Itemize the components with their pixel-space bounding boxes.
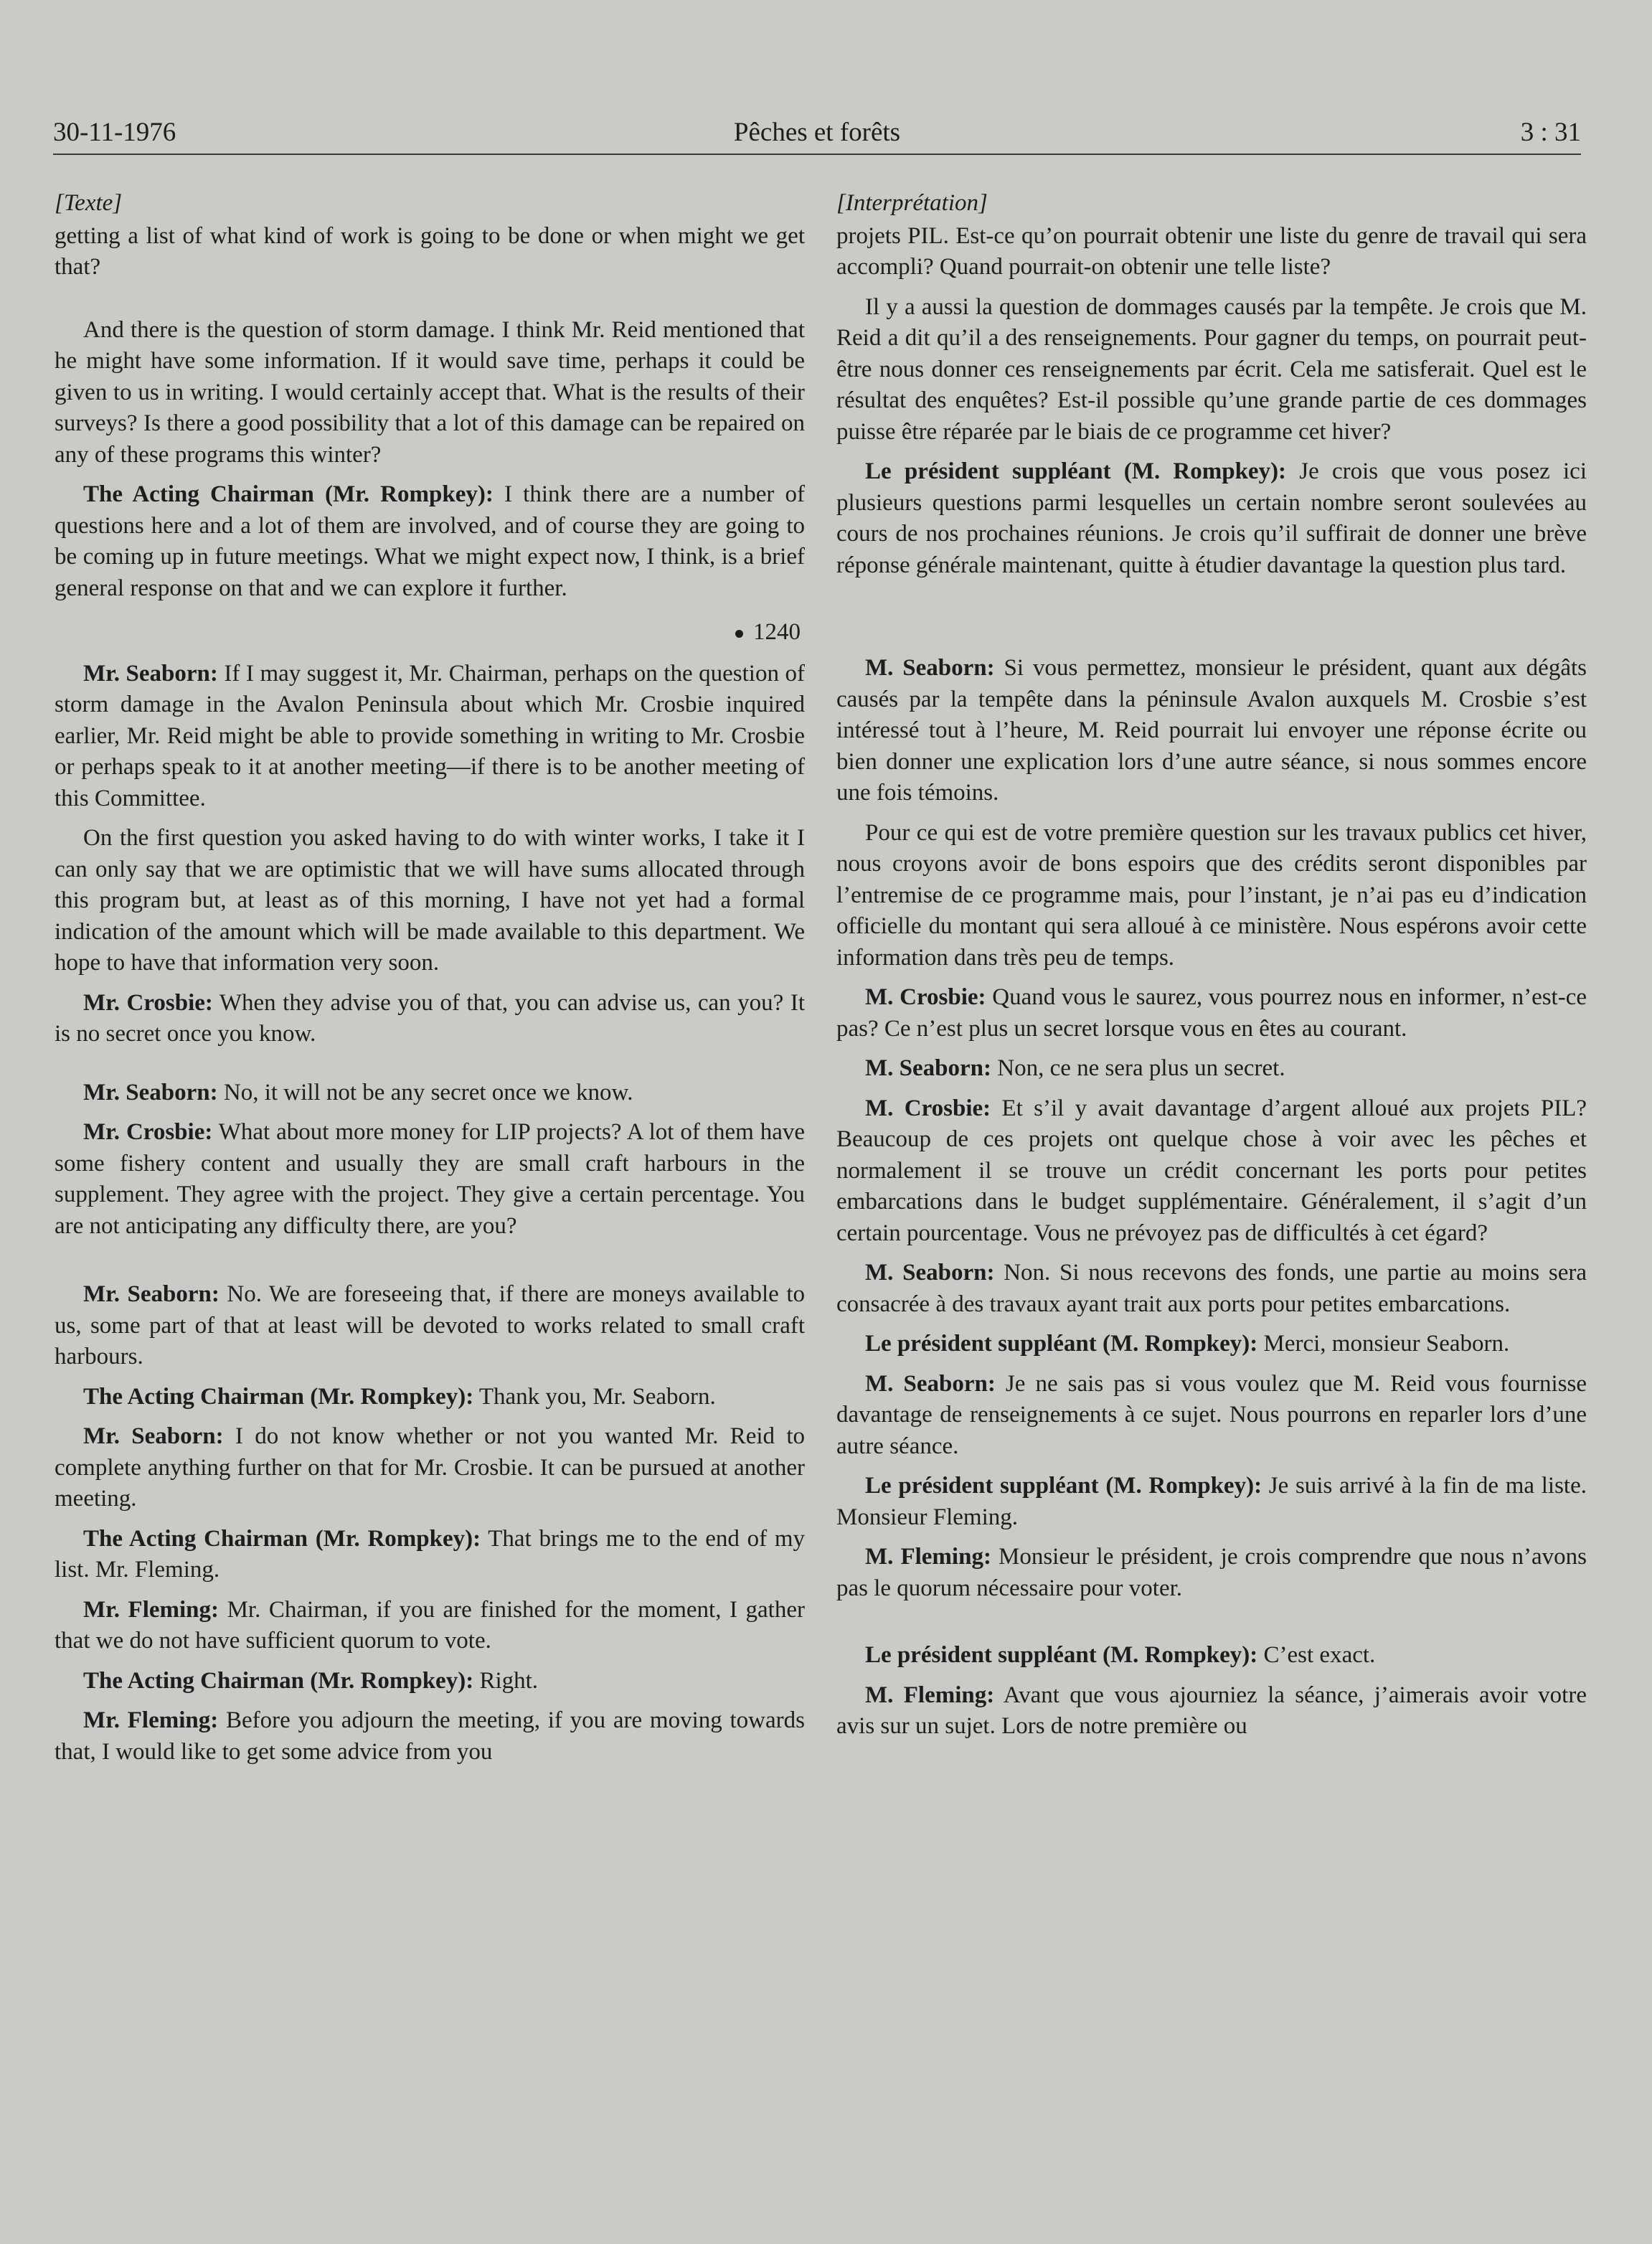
- speech-text: C’est exact.: [1257, 1642, 1376, 1668]
- speech-text: I think there are a number of questions here and a lot of them are involved, and of course they are going to be coming up in future meetings. What we might expect now, I think, is a brief general response on that and we can explore it further.: [55, 481, 805, 601]
- speaker-name: M. Fleming:: [865, 1682, 995, 1708]
- speech-text: Mr. Chairman, if you are finished for the moment, I gather that we do not have sufficient quorum to vote.: [55, 1596, 805, 1654]
- speaker-name: Le président suppléant (M. Rompkey):: [865, 458, 1287, 484]
- french-column: [836, 188, 1587, 1751]
- paragraph: [55, 1279, 805, 1373]
- english-column: [55, 188, 805, 1776]
- speech-text: Je crois que vous posez ici plusieurs questions parmi lesquelles un certain nombre seront soulevées au cours de nos prochaines réunions. Je crois qu’il suffirait de donner une brève réponse générale maintenant, quitte à étudier davantage la question plus tard.: [836, 458, 1587, 578]
- paragraph: [836, 1471, 1587, 1533]
- paragraph: [836, 1053, 1587, 1085]
- paragraph: [836, 1093, 1587, 1250]
- speaker-name: Mr. Seaborn:: [83, 1079, 218, 1106]
- paragraph: [836, 1369, 1587, 1463]
- speech-text: What about more money for LIP projects? A lot of them have some fishery content and usually they are small craft harbours in the supplement. They agree with the project. They give a certain percentage. You are not anticipating any difficulty there, are you?: [55, 1119, 805, 1239]
- speaker-name: Mr. Crosbie:: [83, 989, 213, 1016]
- paragraph: [836, 456, 1587, 581]
- speech-text: Quand vous le saurez, vous pourrez nous en informer, n’est-ce pas? Ce n’est plus un secret lorsque vous en êtes au courant.: [836, 984, 1587, 1042]
- speech-text: Et s’il y avait davantage d’argent alloué aux projets PIL? Beaucoup de ces projets ont quelque chose à voir avec les pêches et normalement il se trouve un crédit concernant les ports pour petites embarcations dans le budget supplémentaire. Généralement, il s’agit d’un certain pourcentage. Vous ne prévoyez pas de difficultés à cet égard?: [836, 1095, 1587, 1246]
- speech-text: Si vous permettez, monsieur le président, quant aux dégâts causés par la tempête dans la péninsule Avalon auxquels M. Crosbie s’est intéressé tout à l’heure, M. Reid pourrait lui envoyer une réponse écrite ou bien donner une explication lors d’une autre séance, si nous sommes encore une fois témoins.: [836, 655, 1587, 806]
- paragraph: [55, 1078, 805, 1109]
- paragraph: [836, 1680, 1587, 1743]
- speaker-name: The Acting Chairman (Mr. Rompkey):: [83, 1383, 474, 1410]
- paragraph: [836, 1640, 1587, 1672]
- speech-text: Non, ce ne sera plus un secret.: [991, 1055, 1285, 1081]
- speaker-name: M. Seaborn:: [865, 1055, 991, 1081]
- header-page-number: 3 : 31: [1520, 118, 1581, 147]
- paragraph: [836, 653, 1587, 809]
- paragraph: [55, 1705, 805, 1768]
- bullet-icon: [735, 630, 743, 638]
- paragraph: [55, 1595, 805, 1657]
- speech-text: Thank you, Mr. Seaborn.: [473, 1383, 716, 1410]
- speech-text: Monsieur le président, je crois comprendre que nous n’avons pas le quorum nécessaire pour voter.: [836, 1544, 1587, 1601]
- speech-text: Right.: [473, 1667, 539, 1694]
- speaker-name: M. Fleming:: [865, 1544, 991, 1570]
- paragraph: [55, 1524, 805, 1586]
- speaker-name: Mr. Seaborn:: [83, 1423, 224, 1449]
- speech-text: I do not know whether or not you wanted Mr. Reid to complete anything further on that for Mr. Crosbie. It can be pursued at another meeting.: [55, 1423, 805, 1512]
- speaker-name: Le président suppléant (M. Rompkey):: [865, 1473, 1262, 1499]
- speaker-name: Le président suppléant (M. Rompkey):: [865, 1642, 1258, 1668]
- speaker-name: M. Crosbie:: [865, 1095, 991, 1121]
- paragraph: [836, 982, 1587, 1045]
- paragraph: [55, 1382, 805, 1413]
- interpretation-marker: [Interprétation]: [836, 190, 988, 216]
- header-title: Pêches et forêts: [733, 118, 901, 147]
- paragraph: [836, 1542, 1587, 1604]
- paragraph: [55, 1666, 805, 1697]
- speech-text: When they advise you of that, you can advise us, can you? It is no secret once you know.: [55, 989, 805, 1047]
- interpretation-marker-label: Interprétation: [845, 190, 978, 216]
- speaker-name: The Acting Chairman (Mr. Rompkey):: [83, 1667, 474, 1694]
- paragraph: [836, 1258, 1587, 1320]
- speech-text: That brings me to the end of my list. Mr. Fleming.: [55, 1525, 805, 1583]
- timestamp: [55, 617, 801, 649]
- paragraph: And there is the question of storm damage. I think Mr. Reid mentioned that he might have some information. If it would save time, perhaps it could be given to us in writing. I would certainly accept that. What is the results of their surveys? Is there a good possibility that a lot of this damage can be repaired on any of these programs this winter?: [55, 316, 805, 468]
- speaker-name: Le président suppléant (M. Rompkey):: [865, 1331, 1258, 1357]
- speech-text: No, it will not be any secret once we know.: [217, 1079, 633, 1106]
- speaker-name: M. Seaborn:: [865, 655, 995, 681]
- paragraph: [55, 659, 805, 815]
- paragraph: [55, 1117, 805, 1242]
- speech-text: Avant que vous ajourniez la séance, j’aimerais avoir votre avis sur un sujet. Lors de notre première ou: [836, 1682, 1587, 1739]
- paragraph: Pour ce qui est de votre première question sur les travaux publics cet hiver, nous croyons avoir de bons espoirs que des crédits seront disponibles par l’entremise de ce programme mais, pour l’instant, je n’ai pas eu d’indication officielle du montant qui sera alloué à ce ministère. Nous espérons avoir cette information dans très peu de temps.: [836, 819, 1587, 971]
- speaker-name: Mr. Crosbie:: [83, 1119, 213, 1145]
- paragraph: [55, 988, 805, 1050]
- speech-text: Je ne sais pas si vous voulez que M. Reid vous fournisse davantage de renseignements à ce sujet. Nous pourrons en reparler lors d’une autre séance.: [836, 1370, 1587, 1459]
- paragraph: On the first question you asked having to do with winter works, I take it I can only say that we are optimistic that we will have sums allocated through this program but, at least as of this morning, I have not yet had a formal indication of the amount which will be made available to this department. We hope to have that information very soon.: [55, 825, 805, 976]
- paragraph: Il y a aussi la question de dommages causés par la tempête. Je crois que M. Reid a dit qu’il a des renseignements. Pour gagner du temps, on pourrait peut-être nous donner ces renseignements par écrit. Cela me satisferait. Quel est le résultat des enquêtes? Est-il possible qu’une grande partie de ces dommages puisse être réparée par le biais de ce programme cet hiver?: [836, 293, 1587, 445]
- paragraph: [55, 1421, 805, 1515]
- speaker-name: Mr. Fleming:: [83, 1707, 219, 1733]
- speech-text: No. We are foreseeing that, if there are moneys available to us, some part of that at least will be devoted to works related to small craft harbours.: [55, 1281, 806, 1370]
- paragraph: [55, 479, 805, 604]
- speaker-name: The Acting Chairman (Mr. Rompkey):: [83, 481, 494, 507]
- speaker-name: The Acting Chairman (Mr. Rompkey):: [83, 1525, 481, 1552]
- speaker-name: Mr. Seaborn:: [83, 660, 218, 687]
- timestamp-value: 1240: [753, 619, 801, 645]
- text-marker: [Texte]: [55, 190, 123, 216]
- speech-text: Before you adjourn the meeting, if you are moving towards that, I would like to get some advice from you: [55, 1707, 805, 1765]
- speech-text: If I may suggest it, Mr. Chairman, perhaps on the question of storm damage in the Avalon Peninsula about which Mr. Crosbie inquired earlier, Mr. Reid might be able to provide something in writing to Mr. Crosbie or perhaps speak to it at another meeting—if there is to be another meeting of this Committee.: [55, 660, 805, 811]
- speaker-name: M. Crosbie:: [865, 984, 986, 1010]
- header-date: 30-11-1976: [53, 118, 176, 147]
- speech-text: Non. Si nous recevons des fonds, une partie au moins sera consacrée à des travaux ayant trait aux ports pour petites embarcations.: [836, 1260, 1587, 1317]
- paragraph: [836, 1329, 1587, 1360]
- speech-text: Merci, monsieur Seaborn.: [1257, 1331, 1510, 1357]
- speaker-name: Mr. Seaborn:: [83, 1281, 220, 1307]
- speech-text: Je suis arrivé à la fin de ma liste. Monsieur Fleming.: [836, 1473, 1587, 1530]
- paragraph: projets PIL. Est-ce qu’on pourrait obtenir une liste du genre de travail qui sera accompli? Quand pourrait-on obtenir une telle liste?: [836, 222, 1587, 280]
- page-header: [53, 108, 1581, 155]
- speaker-name: Mr. Fleming:: [83, 1596, 220, 1623]
- paragraph: getting a list of what kind of work is going to be done or when might we get that?: [55, 222, 805, 280]
- speaker-name: M. Seaborn:: [865, 1260, 995, 1286]
- text-marker-label: Texte: [63, 190, 113, 216]
- speaker-name: M. Seaborn:: [865, 1370, 996, 1397]
